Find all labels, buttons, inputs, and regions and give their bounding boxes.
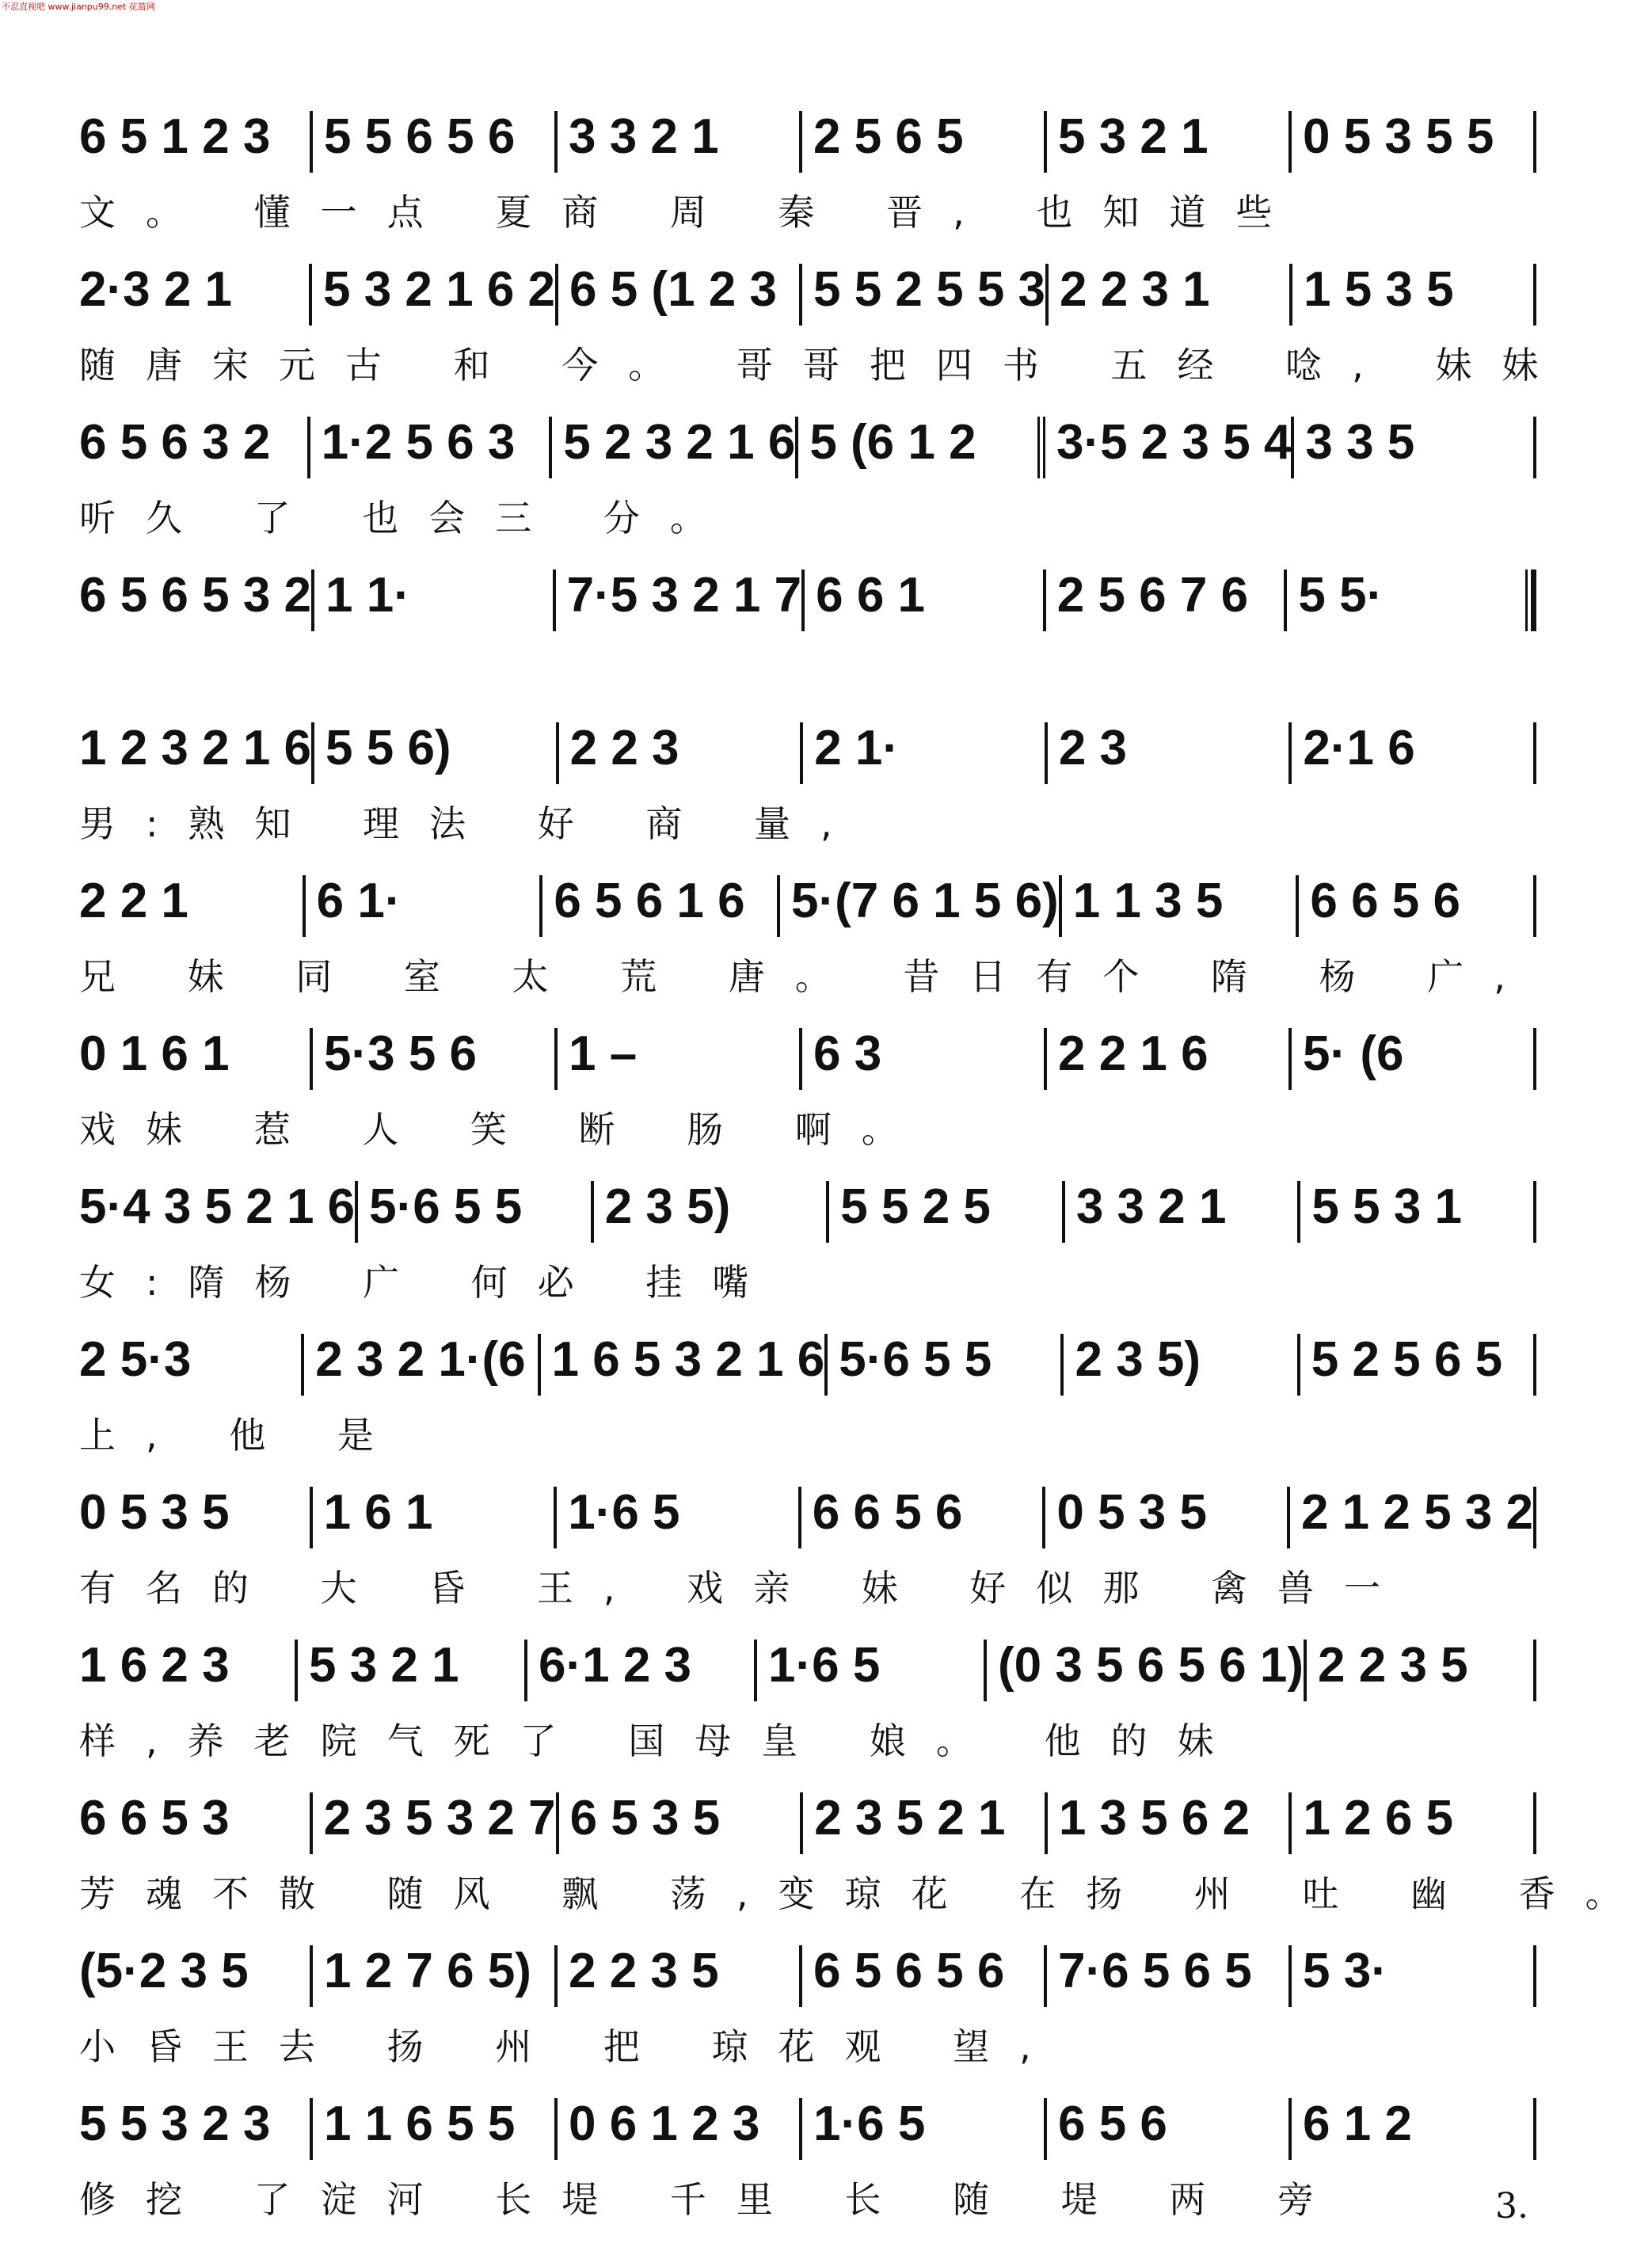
measure: 6·1 2 3 [524, 1640, 754, 1701]
score-system [79, 569, 1536, 722]
measure: 5 5 2 5 [826, 1181, 1062, 1243]
lyrics-line: 女:隋杨 广 何必 挂嘴 [79, 1261, 779, 1304]
score-system [79, 262, 1569, 417]
measure: 2 2 1 6 [1044, 1028, 1288, 1090]
notation-line [79, 875, 1536, 946]
score-system [79, 1028, 1536, 1181]
lyrics-line: 小昏王去 扬 州 把 琼花观 望, [79, 2025, 1061, 2068]
notation-line [79, 1028, 1536, 1099]
measure: 5 (6 1 2 [795, 417, 1037, 478]
lyrics-line: 有名的 大 昏 王, 戏亲 妹 好似那 禽兽一 [79, 1567, 1410, 1609]
measure: 5· (6 [1288, 1028, 1533, 1090]
lyrics-line: 修挖 了淀河 长堤 千里 长 随 堤 两 旁 [79, 2178, 1344, 2221]
measure: 6 1 2 [1288, 2098, 1533, 2160]
measure: 6 6 5 3 [79, 1791, 230, 1845]
score-system [79, 1945, 1536, 2098]
measure: 6 5 (1 2 3 [555, 264, 799, 326]
measure: 2 2 1 [79, 874, 188, 928]
measure: 3 3 2 1 [554, 111, 799, 173]
measure: 5 3 2 1 6 2 [309, 264, 555, 326]
measure: 1 1· [311, 569, 553, 631]
measure: 6 5 1 2 3 [79, 109, 271, 164]
measure: 3 3 5 [1291, 417, 1533, 478]
measure: 6 5 6 1 6 [539, 875, 777, 937]
measure: 6 3 [799, 1028, 1044, 1090]
measure: 2 5 6 7 6 [1043, 569, 1285, 631]
notation-line [79, 111, 1536, 182]
lyrics-line: 上, 他 是 [79, 1414, 404, 1457]
lyrics-line: 兄 妹 同 室 太 荒 唐。 昔日有个 隋 杨 广, [79, 955, 1536, 998]
score-system [79, 1181, 1536, 1334]
measure: 2 5 6 5 [799, 111, 1044, 173]
measure: (0 3 5 6 5 6 1) [984, 1640, 1304, 1701]
measure: 2 5·3 [79, 1332, 192, 1387]
page-number: 3. [1495, 2186, 1528, 2226]
measure: 6 5 6 [1044, 2098, 1288, 2160]
notation-line [79, 722, 1536, 794]
measure: 2 3 5) [591, 1181, 827, 1243]
measure: 1 2 7 6 5) [310, 1945, 554, 2007]
score-system [79, 1640, 1536, 1792]
lyrics-line: 样,养老院气死了 国母皇 娘。 他的妹 [79, 1720, 1244, 1762]
notation-line [79, 264, 1536, 335]
measure: 2 3 5 2 1 [800, 1792, 1045, 1854]
measure: 6 6 5 6 [1296, 875, 1533, 937]
score-system [79, 722, 1536, 875]
notation-line [79, 417, 1536, 488]
measure: 5 2 3 2 1 6 [549, 417, 795, 478]
notation-line [79, 1640, 1536, 1711]
notation-line [79, 569, 1536, 641]
measure: 1 6 5 3 2 1 6 [538, 1334, 825, 1396]
lyrics-line: 男:熟知 理法 好 商 量, [79, 802, 862, 845]
score-system [79, 417, 1536, 569]
measure: 2·3 2 1 [79, 262, 233, 317]
lyrics-line: 戏妹 惹 人 笑 断 肠 啊。 [79, 1108, 928, 1151]
measure: 6 1· [303, 875, 540, 937]
measure: 1·6 5 [754, 1640, 984, 1701]
measure: 0 1 6 1 [79, 1026, 230, 1081]
measure: 5 5 6) [311, 722, 556, 784]
score-system [79, 875, 1536, 1028]
measure: 1 6 1 [310, 1487, 554, 1548]
measure: 2 1 2 5 3 2 [1287, 1487, 1533, 1548]
measure: 6 6 1 [801, 569, 1043, 631]
measure: 1·2 5 6 3 [307, 417, 550, 478]
measure: 0 5 3 5 5 [1288, 111, 1533, 173]
measure: 5 3· [1288, 1945, 1533, 2007]
notation-line [79, 1334, 1536, 1405]
score-system [79, 1791, 1652, 1945]
measure: 2 2 3 [556, 722, 801, 784]
measure: 1 1 3 5 [1059, 875, 1296, 937]
measure: 5 5 6 5 6 [310, 111, 554, 173]
measure: 5·6 5 5 [355, 1181, 591, 1243]
measure: 5·3 5 6 [310, 1028, 554, 1090]
measure: 2 2 3 1 [1045, 264, 1289, 326]
lyrics-line: 听久 了 也会三 分。 [79, 497, 737, 539]
measure: 2 3 2 1·(6 [301, 1334, 537, 1396]
notation-line [79, 1945, 1536, 2017]
measure: 6 5 6 3 2 [79, 415, 271, 470]
measure: 1·6 5 [554, 1487, 798, 1548]
measure: 6 6 5 6 [798, 1487, 1043, 1548]
measure: 1 2 6 5 [1288, 1792, 1533, 1854]
measure: 0 5 3 5 [79, 1485, 230, 1540]
lyrics-line [79, 647, 1536, 695]
measure: 1 1 6 5 5 [310, 2098, 554, 2160]
measure: 5 5 3 1 [1297, 1181, 1533, 1243]
measure: 1 3 5 6 2 [1045, 1792, 1289, 1854]
notation-line [79, 1792, 1536, 1864]
measure: 1 6 2 3 [79, 1638, 230, 1693]
measure: 0 6 1 2 3 [554, 2098, 799, 2160]
lyrics-line: 芳魂不散 随风 飘 荡,变琼花 在扬 州 吐 幽 香。 [79, 1872, 1652, 1915]
measure: 2 1· [800, 722, 1045, 784]
measure: 5·4 3 5 2 1 6 [79, 1179, 356, 1234]
watermark-text: 不忍直视吧 www.jianpu99.net 花篮网 [2, 2, 155, 12]
measure: 3·5 2 3 5 4 [1037, 417, 1291, 478]
measure: 5 5· [1284, 569, 1533, 631]
notation-line [79, 2098, 1536, 2169]
measure: 5·6 5 5 [824, 1334, 1060, 1396]
lyrics-line: 文。 懂一点 夏商 周 秦 晋, 也知道些 [79, 191, 1303, 234]
measure: 1 5 3 5 [1289, 264, 1533, 326]
score-system [79, 2098, 1536, 2251]
measure: 5 3 2 1 [1044, 111, 1288, 173]
measure: 1 2 3 2 1 6 [79, 721, 312, 775]
measure: 1 – [554, 1028, 799, 1090]
measure: 6 5 6 5 6 [799, 1945, 1044, 2007]
measure: 5 3 2 1 [295, 1640, 524, 1701]
measure: 2 2 3 5 [1304, 1640, 1533, 1701]
measure: 7·5 3 2 1 7 [553, 569, 801, 631]
measure: (5·2 3 5 [79, 1944, 249, 1998]
score-system [79, 1334, 1536, 1487]
measure: 5·(7 6 1 5 6) [777, 875, 1059, 937]
measure: 5 5 3 2 3 [79, 2097, 271, 2151]
measure: 2 2 3 5 [554, 1945, 799, 2007]
measure: 2·1 6 [1288, 722, 1533, 784]
measure: 2 3 [1045, 722, 1289, 784]
notation-line [79, 1487, 1536, 1558]
measure: 5 2 5 6 5 [1297, 1334, 1533, 1396]
measure: 0 5 3 5 [1042, 1487, 1287, 1548]
measure: 5 5 2 5 5 3 [799, 264, 1045, 326]
measure: 6 5 6 5 3 2 [79, 568, 312, 623]
measure: 2 3 5 3 2 7 [310, 1792, 556, 1854]
notation-line [79, 1181, 1536, 1252]
measure: 2 3 5) [1060, 1334, 1296, 1396]
jianpu-score [79, 109, 1652, 2251]
measure: 3 3 2 1 [1062, 1181, 1298, 1243]
score-system [79, 111, 1536, 264]
score-system [79, 1487, 1536, 1640]
measure: 1·6 5 [799, 2098, 1044, 2160]
measure: 6 5 3 5 [556, 1792, 801, 1854]
measure: 7·6 5 6 5 [1044, 1945, 1288, 2007]
lyrics-line: 随唐宋元古 和 今。 哥哥把四书 五经 唸, 妹妹 [79, 344, 1569, 387]
